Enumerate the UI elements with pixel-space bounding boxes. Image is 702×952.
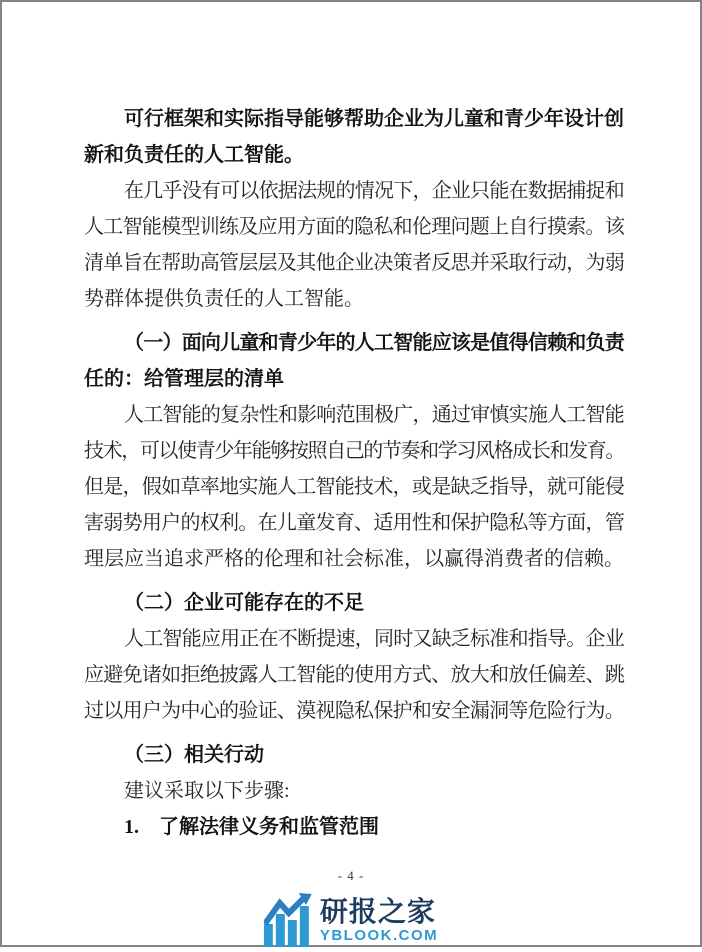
text-line: 建议采取以下步骤: [124, 780, 290, 802]
doc-title-paragraph [84, 101, 624, 173]
numbered-heading [84, 809, 624, 845]
paragraph [84, 397, 624, 577]
watermark-brand-cn: 研报之家 [319, 896, 436, 927]
text-line: 1. 了解法律义务和监管范围 [124, 816, 379, 838]
text-line: （二）企业可能存在的不足 [124, 592, 364, 614]
section-heading [84, 737, 624, 773]
watermark-brand-en: YBLOOK.COM [319, 927, 439, 944]
document-body [84, 101, 624, 845]
text-line: 在几乎没有可以依据法规的情况下，企业只能在数据捕捉和 [124, 180, 624, 202]
paragraph [84, 621, 624, 729]
text-line: 害弱势用户的权利。在儿童发育、适用性和保护隐私等方面，管 [84, 512, 625, 534]
text-line: 技术，可以使青少年能够按照自己的节奏和学习风格成长和发育。 [84, 440, 624, 462]
text-line: 势群体提供负责任的人工智能。 [84, 288, 364, 310]
text-line: 人工智能应用正在不断提速，同时又缺乏标准和指导。企业 [124, 628, 624, 650]
text-line: 人工智能模型训练及应用方面的隐私和伦理问题上自行摸索。该 [84, 216, 625, 238]
text-line: （一）面向儿童和青少年的人工智能应该是值得信赖和负责 [124, 332, 624, 354]
page-number: - 4 - [337, 868, 365, 883]
section-heading [84, 325, 624, 397]
text-line: 清单旨在帮助高管层层及其他企业决策者反思并采取行动，为弱 [84, 252, 625, 274]
bar-chart-arrow-icon [264, 893, 312, 947]
text-line: 理层应当追求严格的伦理和社会标准，以赢得消费者的信赖。 [84, 548, 624, 570]
watermark-logo [264, 893, 438, 947]
section-heading [84, 585, 624, 621]
text-line: 但是，假如草率地实施人工智能技术，或是缺乏指导，就可能侵 [84, 476, 625, 498]
text-line: （三）相关行动 [124, 744, 264, 766]
text-line: 任的：给管理层的清单 [84, 368, 284, 390]
text-line: 人工智能的复杂性和影响范围极广，通过审慎实施人工智能 [124, 404, 624, 426]
text-line: 可行框架和实际指导能够帮助企业为儿童和青少年设计创 [124, 108, 624, 130]
text-line: 过以用户为中心的验证、漠视隐私保护和安全漏洞等危险行为。 [84, 700, 625, 722]
text-line: 新和负责任的人工智能。 [84, 144, 304, 166]
paragraph [84, 773, 624, 809]
paragraph [84, 173, 624, 317]
watermark-text [320, 897, 438, 947]
text-line: 应避免诸如拒绝披露人工智能的使用方式、放大和放任偏差、跳 [84, 664, 625, 686]
